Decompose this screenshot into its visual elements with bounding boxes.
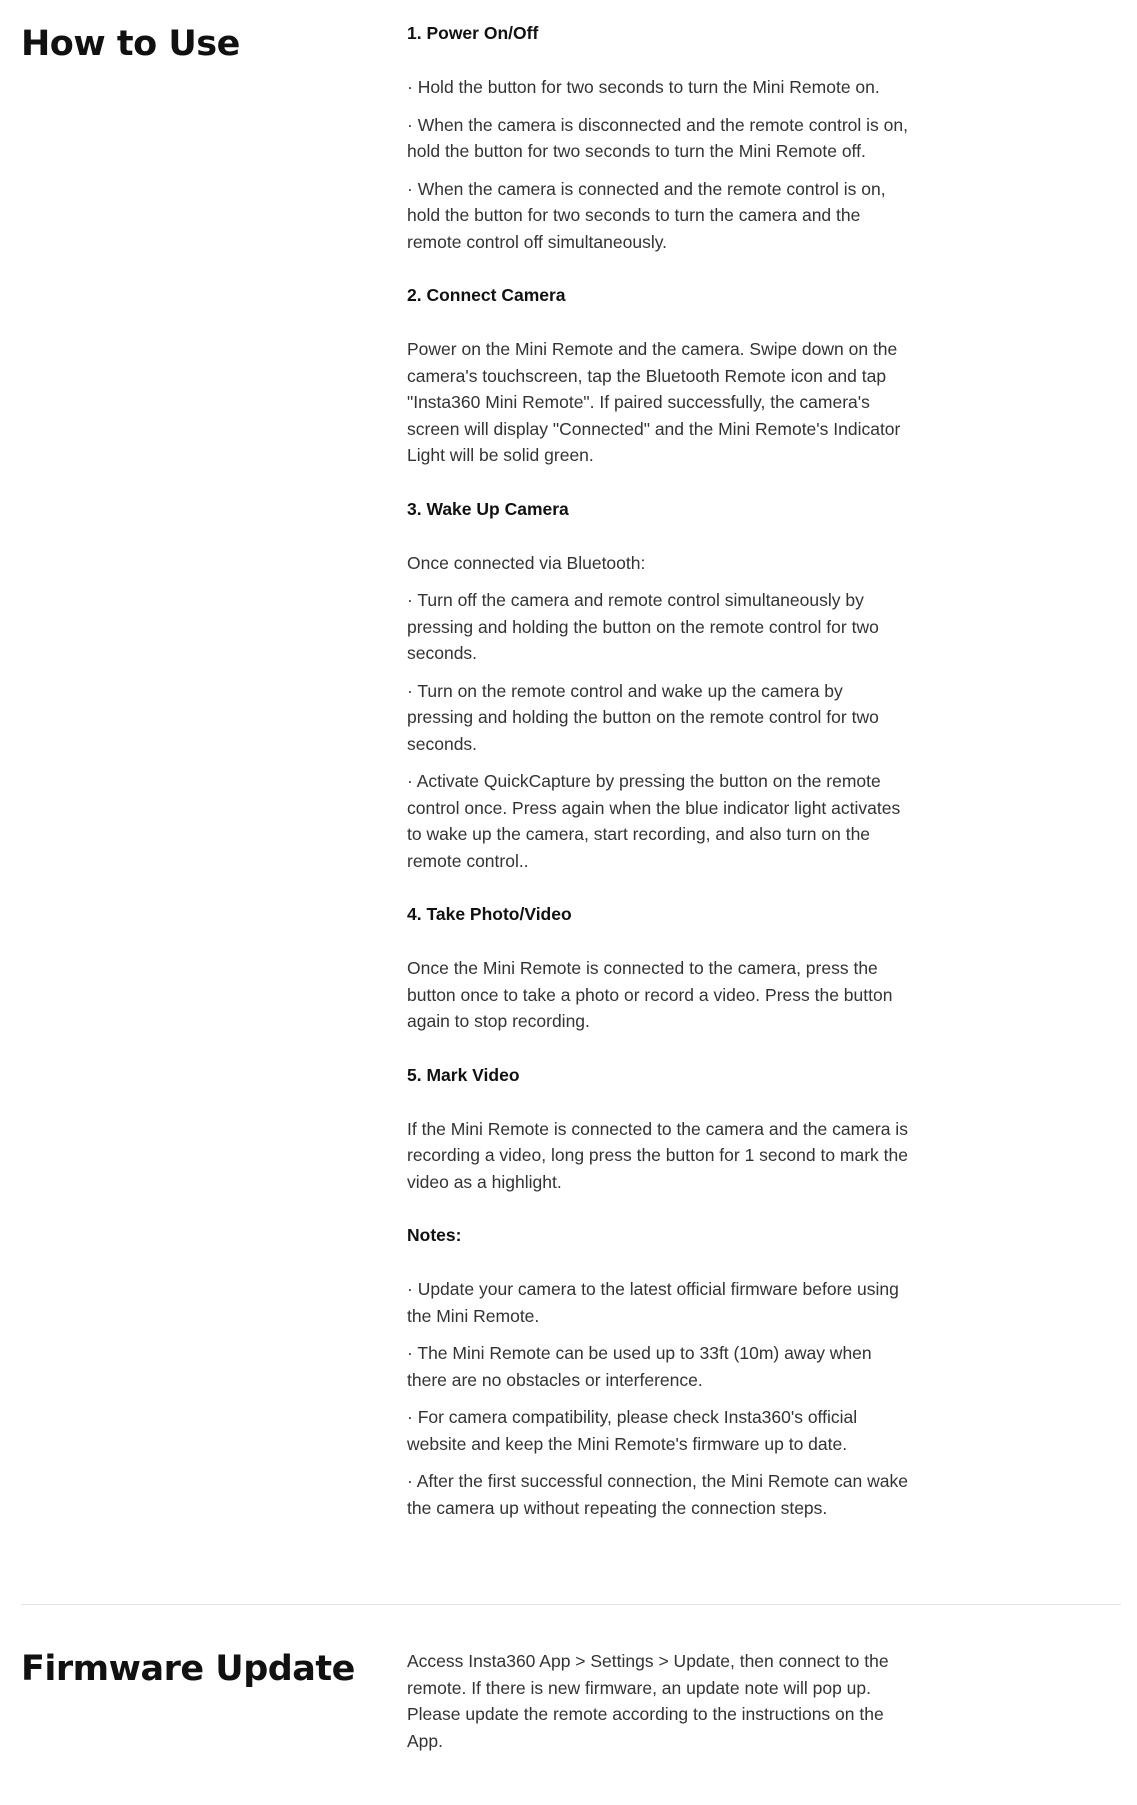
firmware-update-paragraph: Access Insta360 App > Settings > Update, then connect to the remote. If there is new firmware, an update note will pop up. Please update the remote according to the instructions on the App. bbox=[407, 1651, 889, 1751]
how-to-use-content bbox=[407, 20, 909, 1521]
step-paragraph: Power on the Mini Remote and the camera. Swipe down on the camera's touchscreen, tap the Bluetooth Remote icon and tap "Insta360 Mini Remote". If paired successfully, the camera's screen will display "Connected" and the Mini Remote's Indicator Light will be solid green. bbox=[407, 339, 901, 465]
step-paragraph: · Turn off the camera and remote control simultaneously by pressing and holding the button on the remote control for two seconds. bbox=[407, 590, 879, 663]
step-wake-up-camera bbox=[407, 496, 909, 875]
note-item: · The Mini Remote can be used up to 33ft (10m) away when there are no obstacles or interference. bbox=[407, 1343, 872, 1390]
notes bbox=[407, 1222, 909, 1521]
step-take-photo-video bbox=[407, 901, 909, 1035]
step-paragraph: · Activate QuickCapture by pressing the button on the remote control once. Press again when the blue indicator light activates to wake up the camera, start recording, and also turn on the remote control.. bbox=[407, 771, 901, 871]
step-connect-camera bbox=[407, 282, 909, 469]
step-heading: 5. Mark Video bbox=[407, 1064, 520, 1085]
step-paragraph: If the Mini Remote is connected to the camera and the camera is recording a video, long press the button for 1 second to mark the video as a highlight. bbox=[407, 1118, 908, 1192]
step-paragraph: · Hold the button for two seconds to turn the Mini Remote on. bbox=[407, 77, 880, 97]
firmware-update-title: Firmware Update bbox=[21, 1649, 355, 1689]
step-paragraph: · When the camera is disconnected and the remote control is on, hold the button for two seconds to turn the Mini Remote off. bbox=[407, 114, 908, 161]
note-item: · After the first successful connection, the Mini Remote can wake the camera up without repeating the connection steps. bbox=[407, 1471, 908, 1518]
note-item: · For camera compatibility, please check Insta360's official website and keep the Mini Remote's firmware up to date. bbox=[407, 1407, 858, 1454]
step-paragraph: · Turn on the remote control and wake up the camera by pressing and holding the button on the remote control for two seconds. bbox=[407, 680, 879, 754]
step-paragraph: Once connected via Bluetooth: bbox=[407, 552, 646, 573]
step-heading: 4. Take Photo/Video bbox=[407, 904, 572, 924]
step-paragraph: · When the camera is connected and the remote control is on, hold the button for two seconds to turn the camera and the remote control off simultaneously. bbox=[407, 178, 886, 252]
step-heading: 3. Wake Up Camera bbox=[407, 498, 569, 519]
note-item: · Update your camera to the latest official firmware before using the Mini Remote. bbox=[407, 1279, 899, 1326]
firmware-update-content bbox=[407, 1648, 909, 1754]
step-paragraph: Once the Mini Remote is connected to the camera, press the button once to take a photo or record a video. Press the button again to stop recording. bbox=[407, 958, 893, 1031]
section-divider bbox=[21, 1604, 1121, 1605]
notes-heading: Notes: bbox=[407, 1225, 462, 1245]
step-heading: 2. Connect Camera bbox=[407, 285, 566, 305]
step-power-on-off bbox=[407, 20, 909, 255]
step-mark-video bbox=[407, 1062, 909, 1196]
how-to-use-title: How to Use bbox=[21, 24, 240, 64]
step-heading: 1. Power On/Off bbox=[407, 23, 539, 43]
